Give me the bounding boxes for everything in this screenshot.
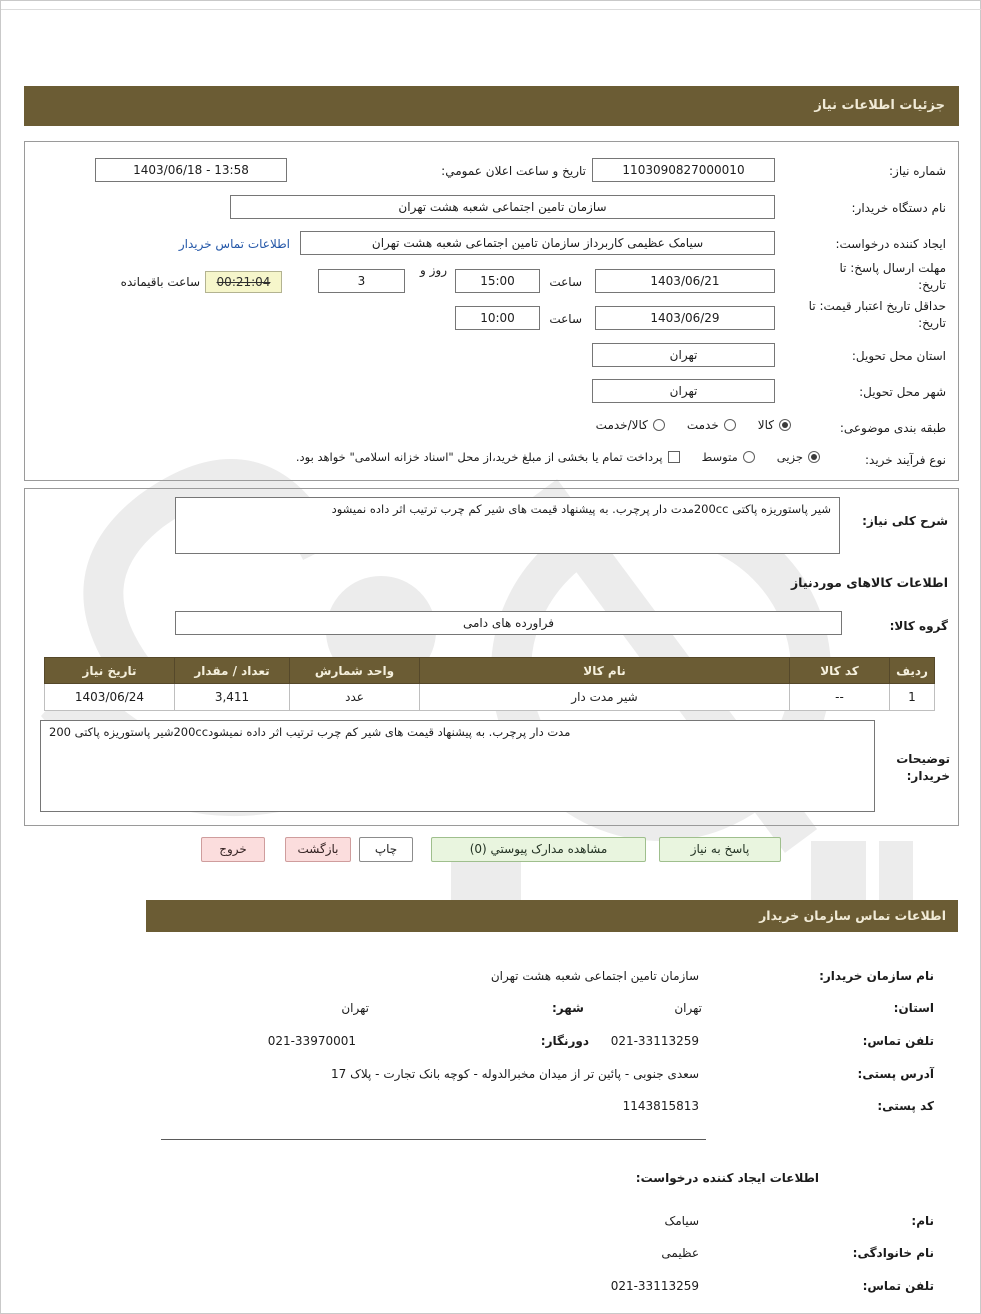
need-description-textarea[interactable]: شیر پاستوریزه پاکتی 200ccمدت دار پرچرب. به پیشنهاد قیمت های شیر کم چرب ترتیب اثر داده نمیشود (175, 497, 840, 554)
radio-minor-label: جزیی (776, 450, 803, 464)
buyer-org-field[interactable]: سازمان تامین اجتماعی شعبه هشت تهران (230, 195, 775, 219)
contact-city-value: تهران (341, 1001, 369, 1015)
page-title: جزئیات اطلاعات نیاز (24, 86, 959, 126)
radio-medium[interactable] (743, 451, 755, 463)
contact-org-label: نام سازمان خریدار: (819, 969, 934, 983)
radio-goods[interactable] (779, 419, 791, 431)
contact-postal-value: 1143815813 (622, 1099, 699, 1113)
table-row (45, 684, 935, 711)
creator-lname-label: نام خانوادگی: (852, 1246, 934, 1260)
col-need-date: تاریخ نیاز (45, 658, 175, 684)
process-type-options (296, 450, 820, 464)
validity-date-field[interactable]: 1403/06/29 (595, 306, 775, 330)
province-label: استان محل تحویل: (851, 349, 946, 363)
cell-unit: عدد (290, 684, 420, 711)
contact-city-label: شهر: (552, 1001, 584, 1015)
cell-quantity: 3,411 (175, 684, 290, 711)
radio-goods-service[interactable] (653, 419, 665, 431)
cell-row-number: 1 (890, 684, 935, 711)
contact-province-label: استان: (893, 1001, 934, 1015)
city-field[interactable]: تهران (592, 379, 775, 403)
col-quantity: تعداد / مقدار (175, 658, 290, 684)
items-table (44, 657, 935, 711)
radio-minor[interactable] (808, 451, 820, 463)
respond-button[interactable]: پاسخ به نیاز (659, 837, 781, 862)
radio-service[interactable] (724, 419, 736, 431)
classification-label: طبقه بندی موضوعی: (839, 421, 946, 435)
exit-button[interactable]: خروج (201, 837, 265, 862)
announce-datetime-field[interactable]: 1403/06/18 - 13:58 (95, 158, 287, 182)
contact-org-value: سازمان تامین اجتماعی شعبه هشت تهران (490, 969, 699, 983)
col-item-name: نام کالا (420, 658, 790, 684)
item-group-field[interactable]: فراورده های دامی (175, 611, 842, 635)
validity-time-field[interactable]: 10:00 (455, 306, 540, 330)
col-item-code: کد کالا (790, 658, 890, 684)
need-details-panel (24, 141, 959, 481)
deadline-label: مهلت ارسال پاسخ: تا تاریخ: (839, 261, 946, 292)
days-label: روز و (420, 263, 447, 277)
days-field[interactable]: 3 (318, 269, 405, 293)
remaining-label: ساعت باقیمانده (120, 275, 200, 289)
goods-panel (24, 488, 959, 826)
classification-options (596, 418, 791, 432)
announce-datetime-label: تاریخ و ساعت اعلان عمومي: (441, 164, 586, 178)
radio-goods-label: کالا (757, 418, 774, 432)
items-table-header-row (45, 658, 935, 684)
contact-province-value: تهران (674, 1001, 702, 1015)
need-description-label: شرح کلی نیاز: (862, 514, 948, 528)
treasury-checkbox-label: پرداخت تمام یا بخشی از مبلغ خرید،از محل "اسناد خزانه اسلامی" خواهد بود. (295, 450, 663, 464)
contact-address-label: آدرس پستی: (857, 1067, 934, 1081)
cell-item-name: شیر مدت دار (420, 684, 790, 711)
radio-service-label: خدمت (686, 418, 719, 432)
province-field[interactable]: تهران (592, 343, 775, 367)
page-content (1, 1, 980, 1313)
cell-item-code: -- (790, 684, 890, 711)
buyer-notes-label: توضیحات خریدار: (896, 752, 950, 783)
print-button[interactable]: چاپ (359, 837, 413, 862)
view-attachments-button[interactable]: مشاهده مدارک پیوستي (0) (431, 837, 646, 862)
creator-fname-value: سیامک (664, 1214, 699, 1228)
creator-phone-value: 021-33113259 (610, 1279, 699, 1293)
contact-address-value: سعدی جنوبی - پائین تر از میدان مخبرالدوله - کوچه بانک تجارت - پلاک 17 (331, 1067, 699, 1081)
section-divider (161, 1139, 706, 1140)
buyer-org-label: نام دستگاه خریدار: (851, 201, 946, 215)
process-type-label: نوع فرآیند خرید: (865, 453, 946, 467)
contact-fax-label: دورنگار: (540, 1034, 589, 1048)
validity-hour-label: ساعت (549, 312, 582, 326)
deadline-hour-label: ساعت (549, 275, 582, 289)
validity-label: حداقل تاریخ اعتبار قیمت: تا تاریخ: (808, 299, 946, 330)
col-unit: واحد شمارش (290, 658, 420, 684)
deadline-time-field[interactable]: 15:00 (455, 269, 540, 293)
radio-goods-service-label: کالا/خدمت (595, 418, 648, 432)
item-group-label: گروه کالا: (889, 619, 948, 633)
creator-field[interactable]: سیامک عظیمی کاربرداز سازمان تامین اجتماعی شعبه هشت تهران (300, 231, 775, 255)
creator-label: ایجاد کننده درخواست: (835, 237, 946, 251)
deadline-date-field[interactable]: 1403/06/21 (595, 269, 775, 293)
contact-phone-label: تلفن تماس: (862, 1034, 934, 1048)
radio-medium-label: متوسط (701, 450, 738, 464)
buyer-notes-textarea[interactable]: مدت دار پرچرب. به پیشنهاد قیمت های شیر کم چرب ترتیب اثر داده نمیشود200ccشیر پاستوریزه پاکتی 200 (40, 720, 875, 812)
col-row-number: ردیف (890, 658, 935, 684)
treasury-checkbox[interactable] (668, 451, 680, 463)
creator-phone-label: تلفن تماس: (862, 1279, 934, 1293)
city-label: شهر محل تحویل: (859, 385, 946, 399)
back-button[interactable]: بازگشت (285, 837, 351, 862)
contact-phone-value: 021-33113259 (610, 1034, 699, 1048)
contact-postal-label: کد پستی: (877, 1099, 934, 1113)
creator-lname-value: عظیمی (661, 1246, 699, 1260)
contact-fax-value: 021-33970001 (267, 1034, 356, 1048)
required-items-title: اطلاعات کالاهای موردنیاز (790, 575, 948, 590)
cell-need-date: 1403/06/24 (45, 684, 175, 711)
buyer-contact-title: اطلاعات تماس سازمان خریدار (146, 900, 958, 932)
buyer-contact-link[interactable]: اطلاعات تماس خریدار (178, 237, 290, 251)
creator-info-title: اطلاعات ایجاد کننده درخواست: (635, 1171, 819, 1185)
remaining-countdown: 00:21:04 (205, 271, 282, 293)
need-number-label: شماره نیاز: (889, 164, 946, 178)
need-number-field[interactable]: 1103090827000010 (592, 158, 775, 182)
creator-fname-label: نام: (911, 1214, 934, 1228)
